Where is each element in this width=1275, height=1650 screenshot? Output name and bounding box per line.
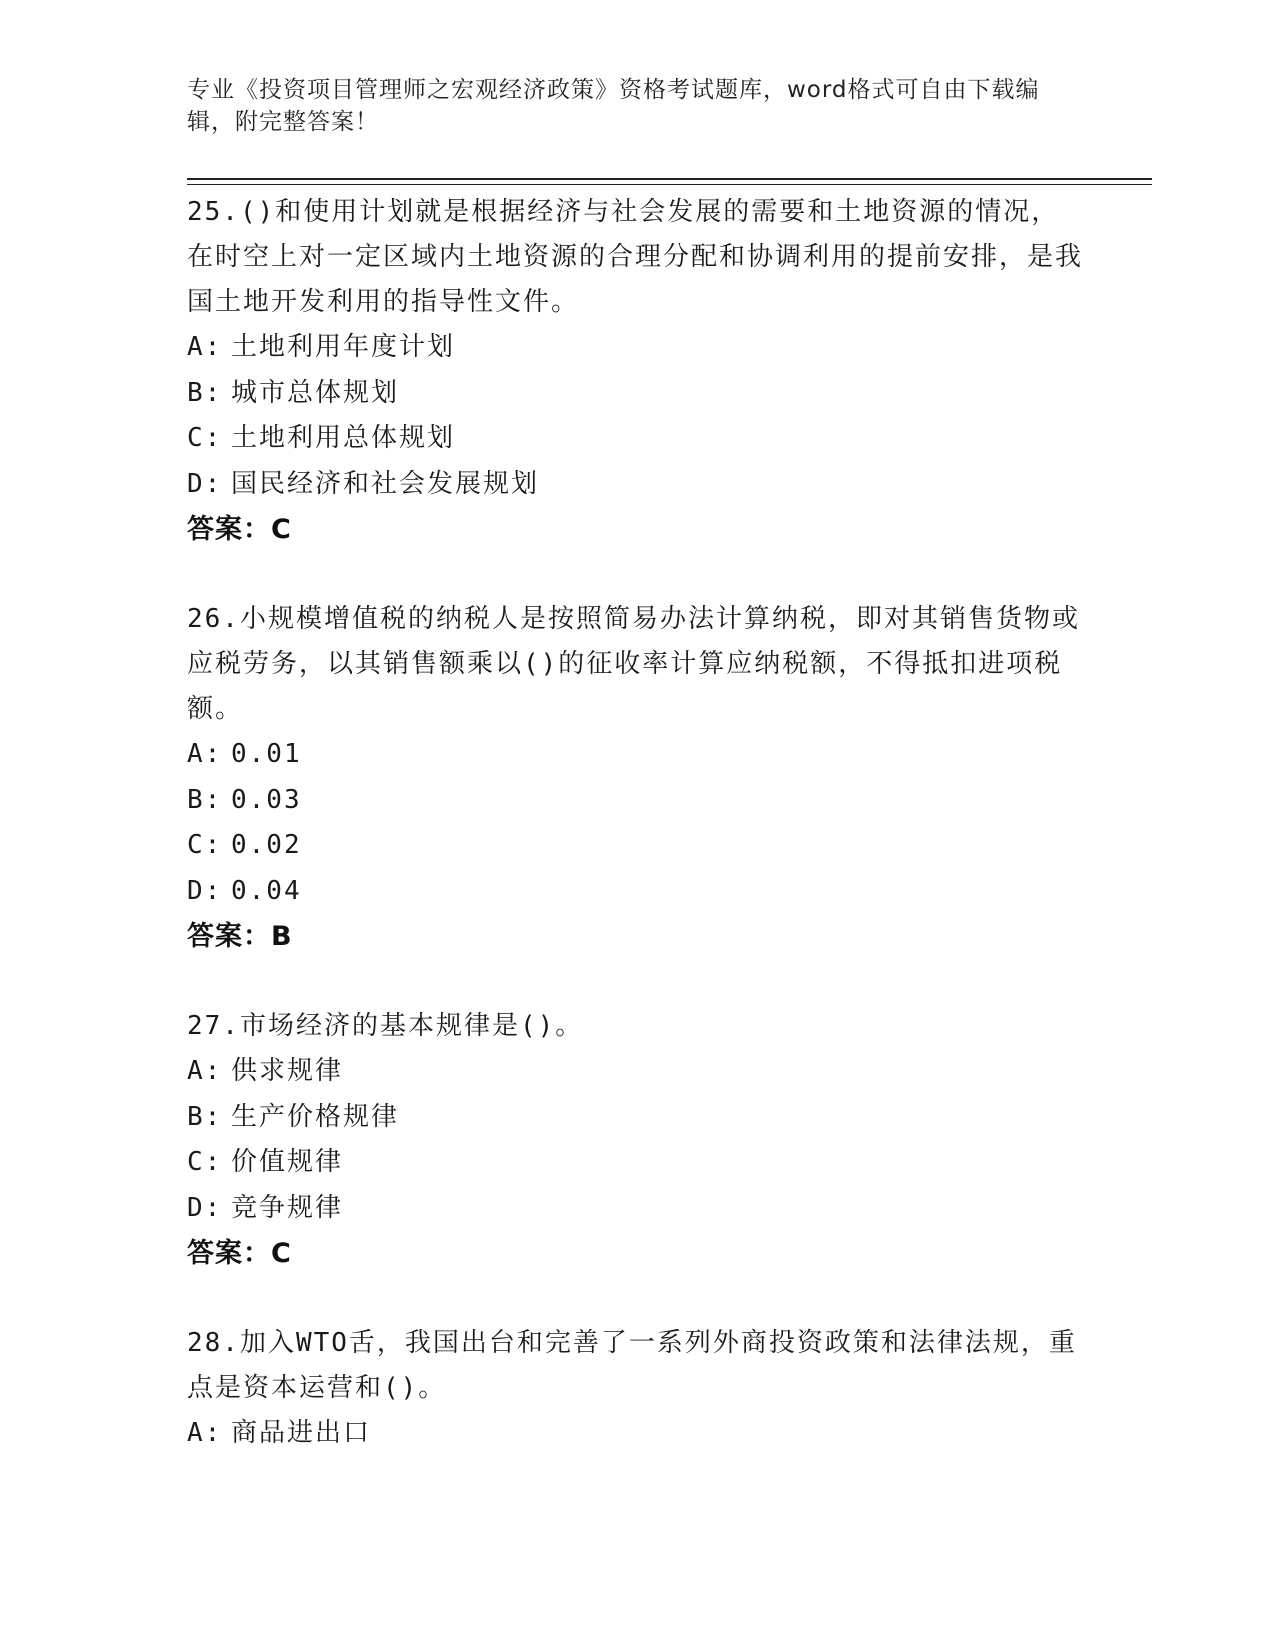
- option-d: [187, 869, 1087, 915]
- option-text: 供求规律: [231, 1056, 344, 1086]
- option-c: [187, 1140, 1087, 1186]
- option-letter: B:: [187, 784, 223, 815]
- option-text: 土地利用总体规划: [231, 423, 456, 453]
- option-text: 国民经济和社会发展规划: [231, 468, 540, 499]
- option-text: 0.02: [231, 830, 302, 860]
- option-d: [187, 1186, 1087, 1232]
- option-text: 商品进出口: [231, 1418, 372, 1448]
- option-text: 0.03: [231, 784, 302, 815]
- option-b: [187, 1095, 1087, 1141]
- answer-line: 答案：C: [187, 514, 292, 545]
- header-divider-thick: [187, 178, 1152, 180]
- option-a: [187, 325, 1087, 371]
- option-text: 生产价格规律: [231, 1101, 400, 1132]
- option-letter: C:: [187, 830, 223, 860]
- option-text: 城市总体规划: [231, 377, 400, 408]
- option-a: [187, 732, 1087, 778]
- option-b: [187, 778, 1087, 824]
- question-stem: 25.()和使用计划就是根据经济与社会发展的需要和土地资源的情况，在时空上对一定区域内土地资源的合理分配和协调利用的提前安排，是我国土地开发利用的指导性文件。: [187, 197, 1084, 317]
- option-b: [187, 371, 1087, 417]
- option-letter: D:: [187, 1192, 223, 1223]
- option-text: 价值规律: [231, 1147, 344, 1177]
- option-text: 竞争规律: [231, 1192, 344, 1223]
- document-header: 专业《投资项目管理师之宏观经济政策》资格考试题库，word格式可自由下载编辑，附完整答案！: [187, 77, 1040, 135]
- option-c: [187, 823, 1087, 869]
- option-letter: B:: [187, 377, 223, 408]
- answer-line: 答案：B: [187, 921, 293, 952]
- option-text: 0.04: [231, 875, 302, 906]
- question-25: [187, 190, 1087, 553]
- question-27: [187, 1004, 1087, 1277]
- header-divider-thin: [187, 184, 1152, 185]
- question-stem: 26.小规模增值税的纳税人是按照简易办法计算纳税，即对其销售货物或应税劳务，以其销售额乘以()的征收率计算应纳税额，不得抵扣进项税额。: [187, 604, 1080, 724]
- option-letter: A:: [187, 739, 223, 769]
- answer-line: 答案：C: [187, 1238, 292, 1269]
- option-letter: C:: [187, 1147, 223, 1177]
- question-list: [187, 190, 1087, 1501]
- option-letter: C:: [187, 423, 223, 453]
- option-letter: D:: [187, 875, 223, 906]
- question-28: [187, 1321, 1087, 1457]
- option-a: [187, 1411, 1087, 1457]
- question-26: [187, 597, 1087, 960]
- option-text: 土地利用年度计划: [231, 332, 456, 362]
- option-letter: A:: [187, 332, 223, 362]
- question-stem: 27.市场经济的基本规律是()。: [187, 1011, 584, 1041]
- option-letter: B:: [187, 1101, 223, 1132]
- option-letter: D:: [187, 468, 223, 499]
- option-c: [187, 416, 1087, 462]
- question-stem: 28.加入WTO舌，我国出台和完善了一系列外商投资政策和法律法规，重点是资本运营和()。: [187, 1328, 1077, 1403]
- option-a: [187, 1049, 1087, 1095]
- option-letter: A:: [187, 1418, 223, 1448]
- option-letter: A:: [187, 1056, 223, 1086]
- option-d: [187, 462, 1087, 508]
- option-text: 0.01: [231, 739, 302, 769]
